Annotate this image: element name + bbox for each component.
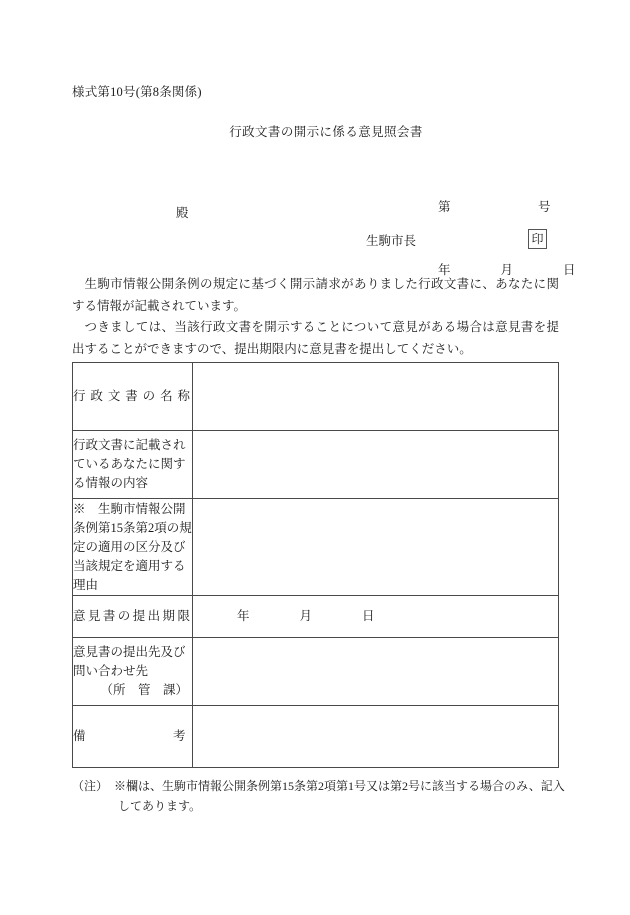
body-paragraph-1: 生駒市情報公開条例の規定に基づく開示請求がありました行政文書に、あなたに関する情報が記載されています。 (72, 277, 559, 313)
footnote (72, 776, 567, 816)
body-text (72, 274, 559, 360)
table-row (73, 499, 559, 596)
deadline-date-field: 年 月 日 (237, 609, 375, 623)
label-text: 備 考 (73, 729, 186, 743)
row-label-document-name (73, 363, 193, 431)
row-label-personal-info (73, 431, 193, 499)
table-row (73, 596, 559, 638)
label-text-line2: 問い合わせ先 (73, 664, 149, 678)
row-value-article15-reason[interactable] (193, 499, 559, 596)
label-text: ※ 生駒市情報公開条例第15条第2項の規定の適用の区分及び当該規定を適用する理由 (73, 501, 192, 592)
label-text-line1: 意見書の提出先及び (73, 645, 186, 659)
label-text: 行政文書の名称 (73, 389, 190, 403)
row-label-submission-deadline (73, 596, 193, 638)
page-title-text: 行政文書の開示に係る意見照会書 (229, 125, 423, 139)
row-label-remarks (73, 706, 193, 768)
footnote-line-1: （注） ※欄は、生駒市情報公開条例第15条第2項第1号又は第2号に該当する場合のみ、記入 (72, 779, 565, 793)
form-number: 様式第10号(第8条関係) (72, 85, 202, 99)
issue-date-field: 年 月 日 (438, 263, 576, 277)
table-row (73, 431, 559, 499)
table-row (73, 706, 559, 768)
row-value-remarks[interactable] (193, 706, 559, 768)
row-value-submission-contact[interactable] (193, 638, 559, 706)
label-text: 意見書の提出期限 (73, 609, 190, 623)
label-text: 行政文書に記載されているあなたに関する情報の内容 (73, 438, 186, 490)
seal-stamp-box: 印 (528, 229, 547, 249)
addressee-field: 殿 (176, 206, 189, 220)
body-paragraph-2: つきましては、当該行政文書を開示することについて意見がある場合は意見書を提出することができますので、提出期限内に意見書を提出してください。 (72, 320, 559, 356)
table-row (73, 638, 559, 706)
page-title (0, 122, 630, 140)
row-value-personal-info[interactable] (193, 431, 559, 499)
row-value-document-name[interactable] (193, 363, 559, 431)
issuer-name: 生駒市長 (366, 234, 417, 248)
row-label-article15-reason (73, 499, 193, 596)
row-label-submission-contact (73, 638, 193, 706)
row-value-submission-deadline[interactable] (193, 596, 559, 638)
reference-number-field: 第 号 (438, 200, 551, 214)
form-table (72, 362, 559, 768)
label-text-line3: （所 管 課） (100, 683, 189, 697)
footnote-line-2: してあります。 (118, 799, 202, 813)
table-row (73, 363, 559, 431)
